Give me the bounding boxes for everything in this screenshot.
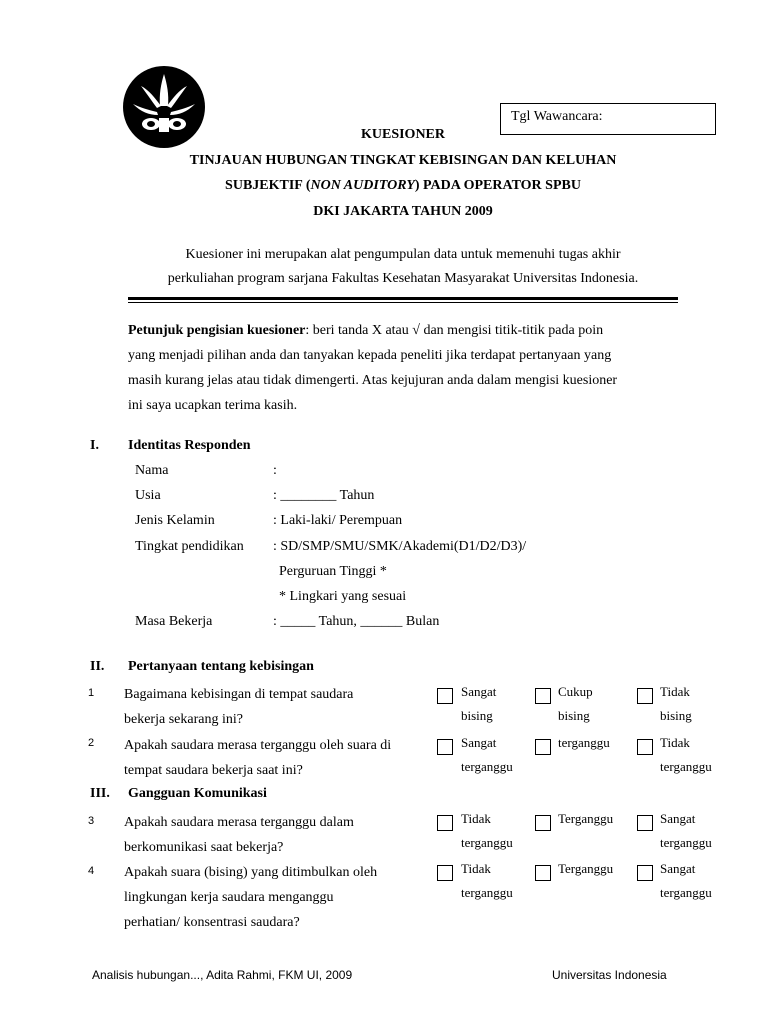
field-value-usia[interactable]: : ________ Tahun (273, 488, 375, 503)
option-label: Cukup bising (558, 684, 593, 723)
title-line-1: TINJAUAN HUBUNGAN TINGKAT KEBISINGAN DAN KELUHAN (189, 153, 617, 168)
question-text: Apakah saudara merasa terganggu oleh suara di tempat saudara bekerja saat ini? (124, 738, 392, 778)
option-checkbox[interactable] (437, 688, 453, 704)
field-label-pendidikan: Tingkat pendidikan (135, 539, 244, 554)
question-text: Bagaimana kebisingan di tempat saudara bekerja sekarang ini? (124, 687, 354, 727)
section-2-title: Pertanyaan tentang kebisingan (128, 659, 314, 674)
option-label: Tidak terganggu (461, 811, 513, 850)
divider-thin (128, 302, 678, 303)
option-checkbox[interactable] (437, 815, 453, 831)
option-label: Sangat bising (461, 684, 497, 723)
option-label: Terganggu (558, 811, 614, 826)
footer-university: Universitas Indonesia (552, 968, 667, 982)
option-checkbox[interactable] (637, 688, 653, 704)
footer-citation: Analisis hubungan..., Adita Rahmi, FKM UI, 2009 (92, 968, 353, 982)
option-label: Tidak terganggu (461, 861, 513, 900)
option-checkbox[interactable] (437, 865, 453, 881)
field-value-pendidikan-cont: Perguruan Tinggi * (279, 564, 387, 579)
option-checkbox[interactable] (535, 815, 551, 831)
divider-thick (128, 297, 678, 300)
field-label-nama: Nama (135, 463, 169, 478)
option-label: Terganggu (558, 861, 614, 876)
field-value-nama[interactable]: : (273, 463, 277, 478)
option-label: terganggu (558, 735, 610, 750)
option-checkbox[interactable] (535, 739, 551, 755)
option-label: Tidak bising (660, 684, 692, 723)
note-circle-appropriate: * Lingkari yang sesuai (279, 589, 407, 604)
field-value-masa-bekerja[interactable]: : _____ Tahun, ______ Bulan (273, 614, 440, 629)
field-label-jenis-kelamin: Jenis Kelamin (135, 513, 215, 528)
section-2-number: II. (90, 659, 105, 674)
question-number: 2 (88, 737, 95, 749)
question-number: 4 (88, 865, 95, 877)
field-label-usia: Usia (135, 488, 161, 503)
option-checkbox[interactable] (535, 865, 551, 881)
option-label: Sangat terganggu (660, 861, 712, 900)
section-3-number: III. (90, 786, 110, 801)
section-1-title: Identitas Responden (128, 438, 251, 453)
instructions-label: Petunjuk pengisian kuesioner (128, 323, 306, 338)
section-1-number: I. (90, 438, 99, 453)
option-label: Sangat terganggu (461, 735, 513, 774)
question-text: Apakah suara (bising) yang ditimbulkan oleh lingkungan kerja saudara menganggu perhatian/ konsentrasi saudara? (124, 865, 378, 930)
title-line-3: DKI JAKARTA TAHUN 2009 (313, 204, 493, 219)
option-checkbox[interactable] (637, 739, 653, 755)
question-text: Apakah saudara merasa terganggu dalam berkomunikasi saat bekerja? (124, 815, 354, 855)
title-line-2: SUBJEKTIF (NON AUDITORY) PADA OPERATOR SPBU (225, 178, 581, 193)
section-3-title: Gangguan Komunikasi (128, 786, 267, 801)
intro-line-1: Kuesioner ini merupakan alat pengumpulan data untuk memenuhi tugas akhir (185, 247, 621, 262)
option-checkbox[interactable] (535, 688, 551, 704)
field-value-jenis-kelamin[interactable]: : Laki-laki/ Perempuan (273, 513, 403, 528)
interview-date-label: Tgl Wawancara: (511, 109, 603, 124)
question-number: 3 (88, 815, 95, 827)
option-checkbox[interactable] (637, 815, 653, 831)
option-label: Tidak terganggu (660, 735, 712, 774)
questionnaire-heading: KUESIONER (360, 127, 446, 142)
instructions: Petunjuk pengisian kuesioner: beri tanda X atau √ dan mengisi titik-titik pada poin yang menjadi pilihan anda dan tanyakan kepada peneliti jika terdapat pertanyaan yang masih kurang jelas atau tidak dimengerti. Atas kejujuran anda dalam mengisi kuesioner ini saya ucapkan terima kasih. (128, 323, 618, 413)
option-checkbox[interactable] (637, 865, 653, 881)
option-label: Sangat terganggu (660, 811, 712, 850)
field-label-masa-bekerja: Masa Bekerja (135, 614, 213, 629)
field-value-pendidikan[interactable]: : SD/SMP/SMU/SMK/Akademi(D1/D2/D3)/ (273, 539, 527, 554)
question-number: 1 (88, 687, 95, 699)
option-checkbox[interactable] (437, 739, 453, 755)
intro-line-2: perkuliahan program sarjana Fakultas Kesehatan Masyarakat Universitas Indonesia. (167, 271, 639, 286)
